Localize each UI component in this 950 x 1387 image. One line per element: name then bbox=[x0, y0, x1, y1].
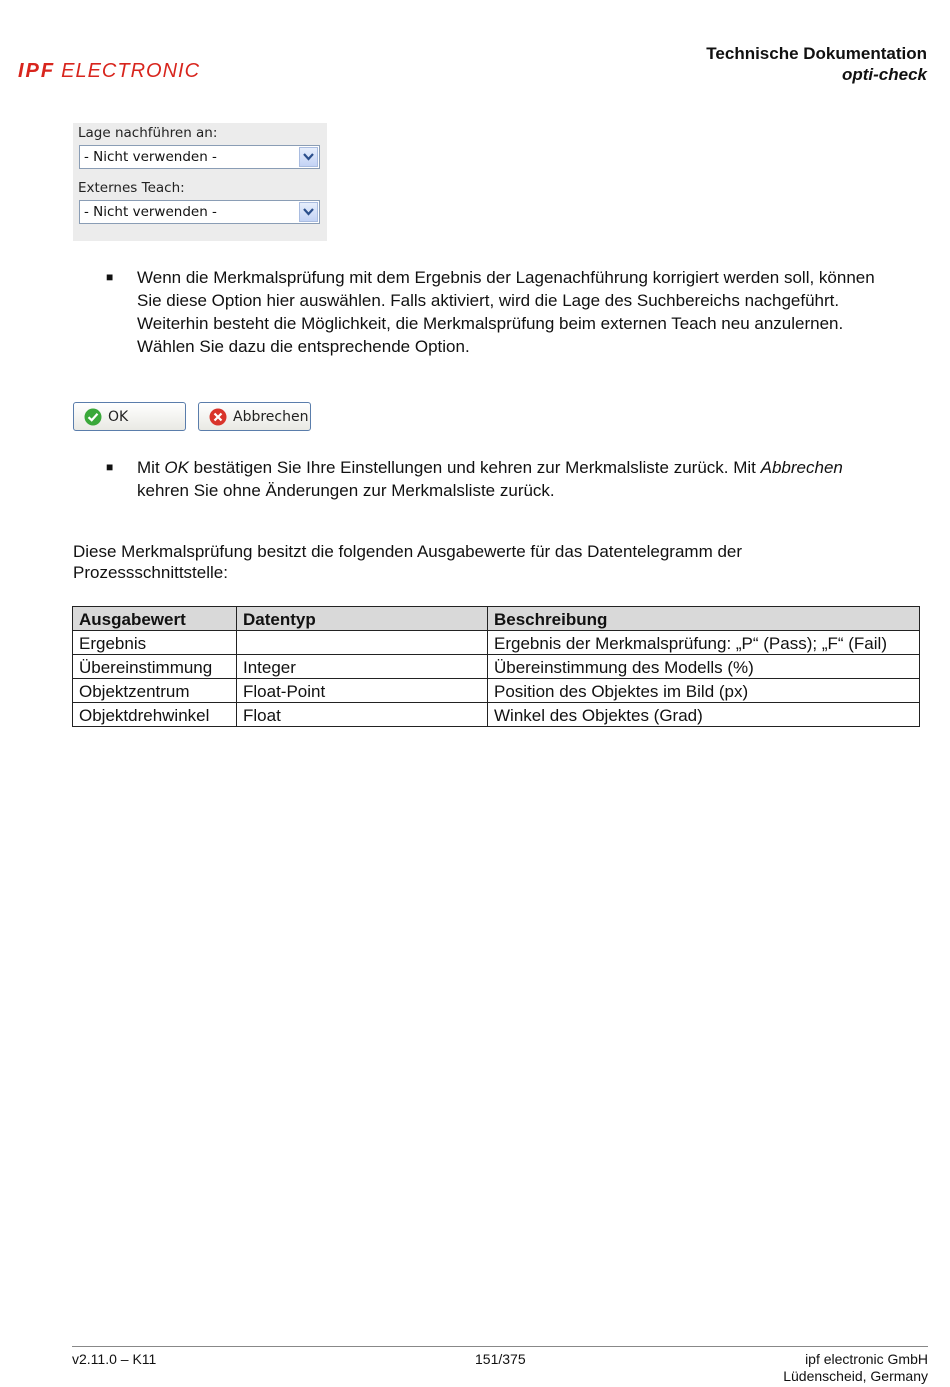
table-cell: Winkel des Objektes (Grad) bbox=[488, 703, 920, 727]
table-cell: Ergebnis bbox=[73, 631, 237, 655]
externes-teach-label: Externes Teach: bbox=[78, 180, 185, 196]
table-cell: Integer bbox=[237, 655, 488, 679]
table-cell: Objektzentrum bbox=[73, 679, 237, 703]
footer-page-number: 151/375 bbox=[475, 1351, 526, 1367]
lage-nachfuehren-value: - Nicht verwenden - bbox=[84, 149, 217, 165]
output-values-table bbox=[72, 606, 920, 727]
table-header-row bbox=[73, 607, 920, 631]
chevron-down-icon[interactable] bbox=[299, 147, 318, 167]
table-row bbox=[73, 703, 920, 727]
bullet-line: kehren Sie ohne Änderungen zur Merkmalsliste zurück. bbox=[137, 481, 555, 500]
doc-title: Technische Dokumentation bbox=[706, 44, 927, 63]
lage-nachfuehren-label: Lage nachführen an: bbox=[78, 125, 218, 141]
ok-button-label: OK bbox=[108, 409, 129, 425]
bullet-line: Wählen Sie dazu die entsprechende Option. bbox=[137, 337, 470, 356]
table-cell: Ergebnis der Merkmalsprüfung: „P“ (Pass); „F“ (Fail) bbox=[488, 631, 920, 655]
table-row bbox=[73, 679, 920, 703]
table-cell: Float bbox=[237, 703, 488, 727]
table-cell bbox=[237, 631, 488, 655]
logo-electronic: ELECTRONIC bbox=[61, 60, 201, 82]
bullet-line: Weiterhin besteht die Möglichkeit, die Merkmalsprüfung beim externen Teach neu anzulernen. bbox=[137, 314, 844, 333]
table-cell: Übereinstimmung bbox=[73, 655, 237, 679]
bullet-line: Wenn die Merkmalsprüfung mit dem Ergebnis der Lagenachführung korrigiert werden soll, können bbox=[137, 268, 875, 287]
lage-nachfuehren-select[interactable] bbox=[79, 145, 320, 169]
settings-panel-screenshot bbox=[73, 123, 327, 241]
ok-button[interactable] bbox=[73, 402, 186, 431]
footer-company bbox=[783, 1351, 928, 1385]
text-mit: Mit bbox=[137, 458, 165, 477]
bullet-line bbox=[137, 456, 917, 479]
bullet-lagenachfuehrung bbox=[137, 266, 917, 358]
externes-teach-value: - Nicht verwenden - bbox=[84, 204, 217, 220]
bullet-line: Sie diese Option hier auswählen. Falls aktiviert, wird die Lage des Suchbereichs nachgeführt. bbox=[137, 291, 840, 310]
text-ok-italic: OK bbox=[164, 458, 189, 477]
table-cell: Übereinstimmung des Modells (%) bbox=[488, 655, 920, 679]
table-cell: Float-Point bbox=[237, 679, 488, 703]
close-icon bbox=[209, 408, 227, 426]
footer-divider bbox=[72, 1346, 928, 1347]
column-header: Datentyp bbox=[237, 607, 488, 631]
table-cell: Objektdrehwinkel bbox=[73, 703, 237, 727]
column-header: Ausgabewert bbox=[73, 607, 237, 631]
table-row bbox=[73, 631, 920, 655]
intro-line: Prozessschnittstelle: bbox=[73, 563, 228, 582]
table-row bbox=[73, 655, 920, 679]
footer-company-location: Lüdenscheid, Germany bbox=[783, 1368, 928, 1384]
text-abbrechen-italic: Abbrechen bbox=[760, 458, 843, 477]
chevron-down-icon[interactable] bbox=[299, 202, 318, 222]
bullet-marker: ■ bbox=[106, 270, 114, 284]
document-header bbox=[706, 43, 927, 85]
text-confirm: bestätigen Sie Ihre Einstellungen und kehren zur Merkmalsliste zurück. Mit bbox=[188, 458, 761, 477]
externes-teach-select[interactable] bbox=[79, 200, 320, 224]
doc-subtitle: opti-check bbox=[841, 65, 927, 84]
cancel-button-label: Abbrechen bbox=[233, 409, 309, 425]
cancel-button[interactable] bbox=[198, 402, 311, 431]
column-header: Beschreibung bbox=[488, 607, 920, 631]
footer-company-name: ipf electronic GmbH bbox=[805, 1351, 928, 1367]
check-icon bbox=[84, 408, 102, 426]
bullet-marker: ■ bbox=[106, 460, 114, 474]
output-values-intro bbox=[73, 541, 853, 583]
table-cell: Position des Objektes im Bild (px) bbox=[488, 679, 920, 703]
bullet-buttons bbox=[137, 456, 917, 502]
intro-line: Diese Merkmalsprüfung besitzt die folgenden Ausgabewerte für das Datentelegramm der bbox=[73, 542, 743, 561]
logo-ipf: IPF bbox=[18, 60, 56, 82]
company-logo bbox=[18, 60, 200, 83]
footer-version: v2.11.0 – K11 bbox=[72, 1351, 157, 1367]
